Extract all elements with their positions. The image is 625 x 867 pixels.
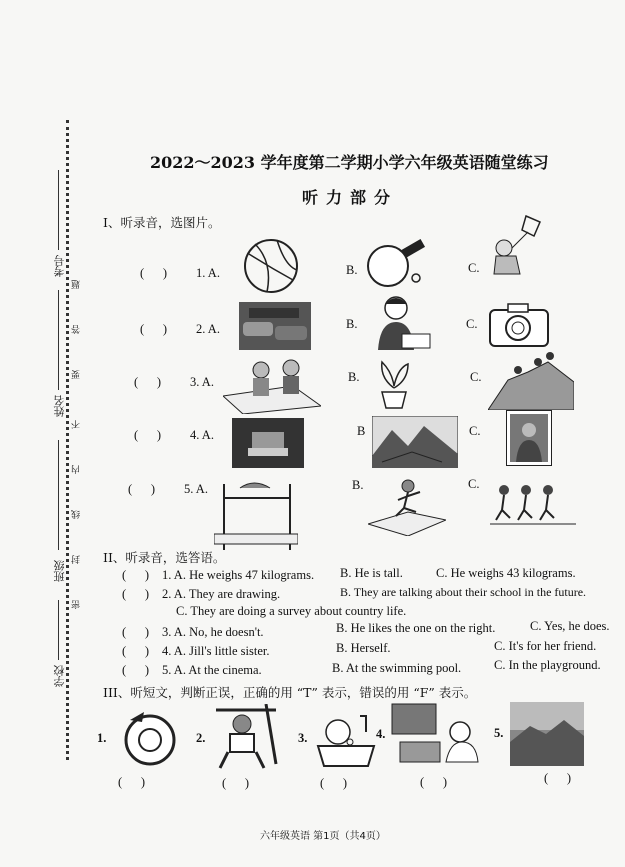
option-b: B. At the swimming pool. <box>332 661 462 675</box>
question-number: 1. A. <box>196 266 220 280</box>
part3-heading: III、听短文，判断正误，正确的用 “T” 表示，错误的用 “F” 表示。 <box>103 685 477 700</box>
cars-photo-icon <box>239 302 311 350</box>
name-label: 姓名 <box>53 395 66 417</box>
option-a: 2. A. They are drawing. <box>162 587 281 601</box>
option-a: 1. A. He weighs 47 kilograms. <box>162 568 315 582</box>
option-c: C. They are doing a survey about country life. <box>176 604 407 618</box>
answer-blank[interactable]: ( ) <box>140 322 168 336</box>
seal-char: 内 <box>72 465 82 474</box>
answer-blank[interactable]: ( ) <box>222 776 250 790</box>
potted-plant-icon <box>376 358 412 410</box>
seal-char: 封 <box>72 555 82 564</box>
item-number: 1. <box>97 731 107 745</box>
kite-flying-boy-icon <box>486 212 546 278</box>
answer-blank[interactable]: ( ) <box>320 776 348 790</box>
answer-blank[interactable]: ( ) <box>420 775 448 789</box>
answer-blank[interactable]: ( ) <box>122 568 150 582</box>
page-footer: 六年级英语 第1页（共4页） <box>260 831 386 842</box>
answer-blank[interactable]: ( ) <box>134 428 162 442</box>
option-b: B. He likes the one on the right. <box>336 621 496 635</box>
option-b: B. They are talking about their school in the future. <box>340 585 587 599</box>
option-b-label: B <box>357 424 366 438</box>
picnic-icon <box>223 356 321 414</box>
option-c-label: C. <box>468 261 480 275</box>
mountain-landscape-icon <box>510 702 584 766</box>
mountain-climbing-icon <box>488 352 574 410</box>
man-at-laptop-icon <box>372 294 432 352</box>
building-photo-icon <box>232 418 304 468</box>
option-b: B. He is tall. <box>340 566 403 580</box>
seal-char: 要 <box>72 370 82 379</box>
seal-char: 密 <box>72 600 82 609</box>
item-number: 3. <box>298 731 308 745</box>
landscape-painting-icon <box>372 416 458 468</box>
boy-reading-icon <box>206 704 280 772</box>
dotted-seal-line <box>66 120 69 760</box>
item-number: 2. <box>196 731 206 745</box>
option-b-label: B. <box>352 478 364 492</box>
option-b-label: B. <box>346 317 358 331</box>
child-bathing-icon <box>316 712 376 770</box>
option-c-label: C. <box>469 424 481 438</box>
exam-no-line <box>58 170 59 250</box>
section-subtitle: 听力部分 <box>302 188 399 207</box>
exam-no-label: 考号 <box>53 255 66 277</box>
option-c-label: C. <box>470 370 482 384</box>
option-a: 3. A. No, he doesn't. <box>162 625 264 639</box>
seal-char: 不 <box>72 420 82 429</box>
high-jump-icon <box>214 474 298 550</box>
tape-roll-icon <box>118 708 182 766</box>
question-number: 5. A. <box>184 482 208 496</box>
seal-char: 答 <box>72 325 82 334</box>
question-number: 2. A. <box>196 322 220 336</box>
answer-blank[interactable]: ( ) <box>128 482 156 496</box>
seal-char: 线 <box>72 510 82 519</box>
ping-pong-paddle-icon <box>366 234 428 290</box>
answer-blank[interactable]: ( ) <box>134 375 162 389</box>
answer-blank[interactable]: ( ) <box>122 625 150 639</box>
option-b-label: B. <box>348 370 360 384</box>
answer-blank[interactable]: ( ) <box>118 775 146 789</box>
option-c-label: C. <box>468 477 480 491</box>
option-c: C. It's for her friend. <box>494 639 597 653</box>
school-line <box>58 600 59 660</box>
answer-blank[interactable]: ( ) <box>122 644 150 658</box>
answer-blank[interactable]: ( ) <box>544 771 572 785</box>
class-label: 班级 <box>53 560 66 582</box>
question-number: 4. A. <box>190 428 214 442</box>
class-line <box>58 440 59 550</box>
page-title: 2022～2023 学年度第二学期小学六年级英语随堂练习 <box>150 153 549 172</box>
school-label: 学校 <box>53 665 66 687</box>
item-number: 4. <box>376 727 386 741</box>
question-number: 3. A. <box>190 375 214 389</box>
option-c: C. He weighs 43 kilograms. <box>436 566 576 580</box>
answer-blank[interactable]: ( ) <box>122 587 150 601</box>
boy-at-desk-icon <box>390 702 486 770</box>
option-c-label: C. <box>466 317 478 331</box>
option-a: 5. A. At the cinema. <box>162 663 262 677</box>
option-c: C. Yes, he does. <box>530 619 610 633</box>
option-c: C. In the playground. <box>494 658 601 672</box>
option-b: B. Herself. <box>336 641 391 655</box>
answer-blank[interactable]: ( ) <box>140 266 168 280</box>
option-b-label: B. <box>346 263 358 277</box>
camera-icon <box>488 302 552 348</box>
running-race-icon <box>490 484 576 530</box>
seal-char: 题 <box>72 280 82 289</box>
answer-blank[interactable]: ( ) <box>122 663 150 677</box>
name-line <box>58 290 59 390</box>
option-a: 4. A. Jill's little sister. <box>162 644 270 658</box>
part2-heading: II、听录音，选答语。 <box>103 550 226 565</box>
binding-strip <box>0 0 90 867</box>
mona-lisa-painting-icon <box>506 410 552 466</box>
basketball-icon <box>243 236 299 296</box>
part1-heading: I、听录音，选图片。 <box>103 215 221 230</box>
long-jump-icon <box>368 478 446 536</box>
item-number: 5. <box>494 726 504 740</box>
